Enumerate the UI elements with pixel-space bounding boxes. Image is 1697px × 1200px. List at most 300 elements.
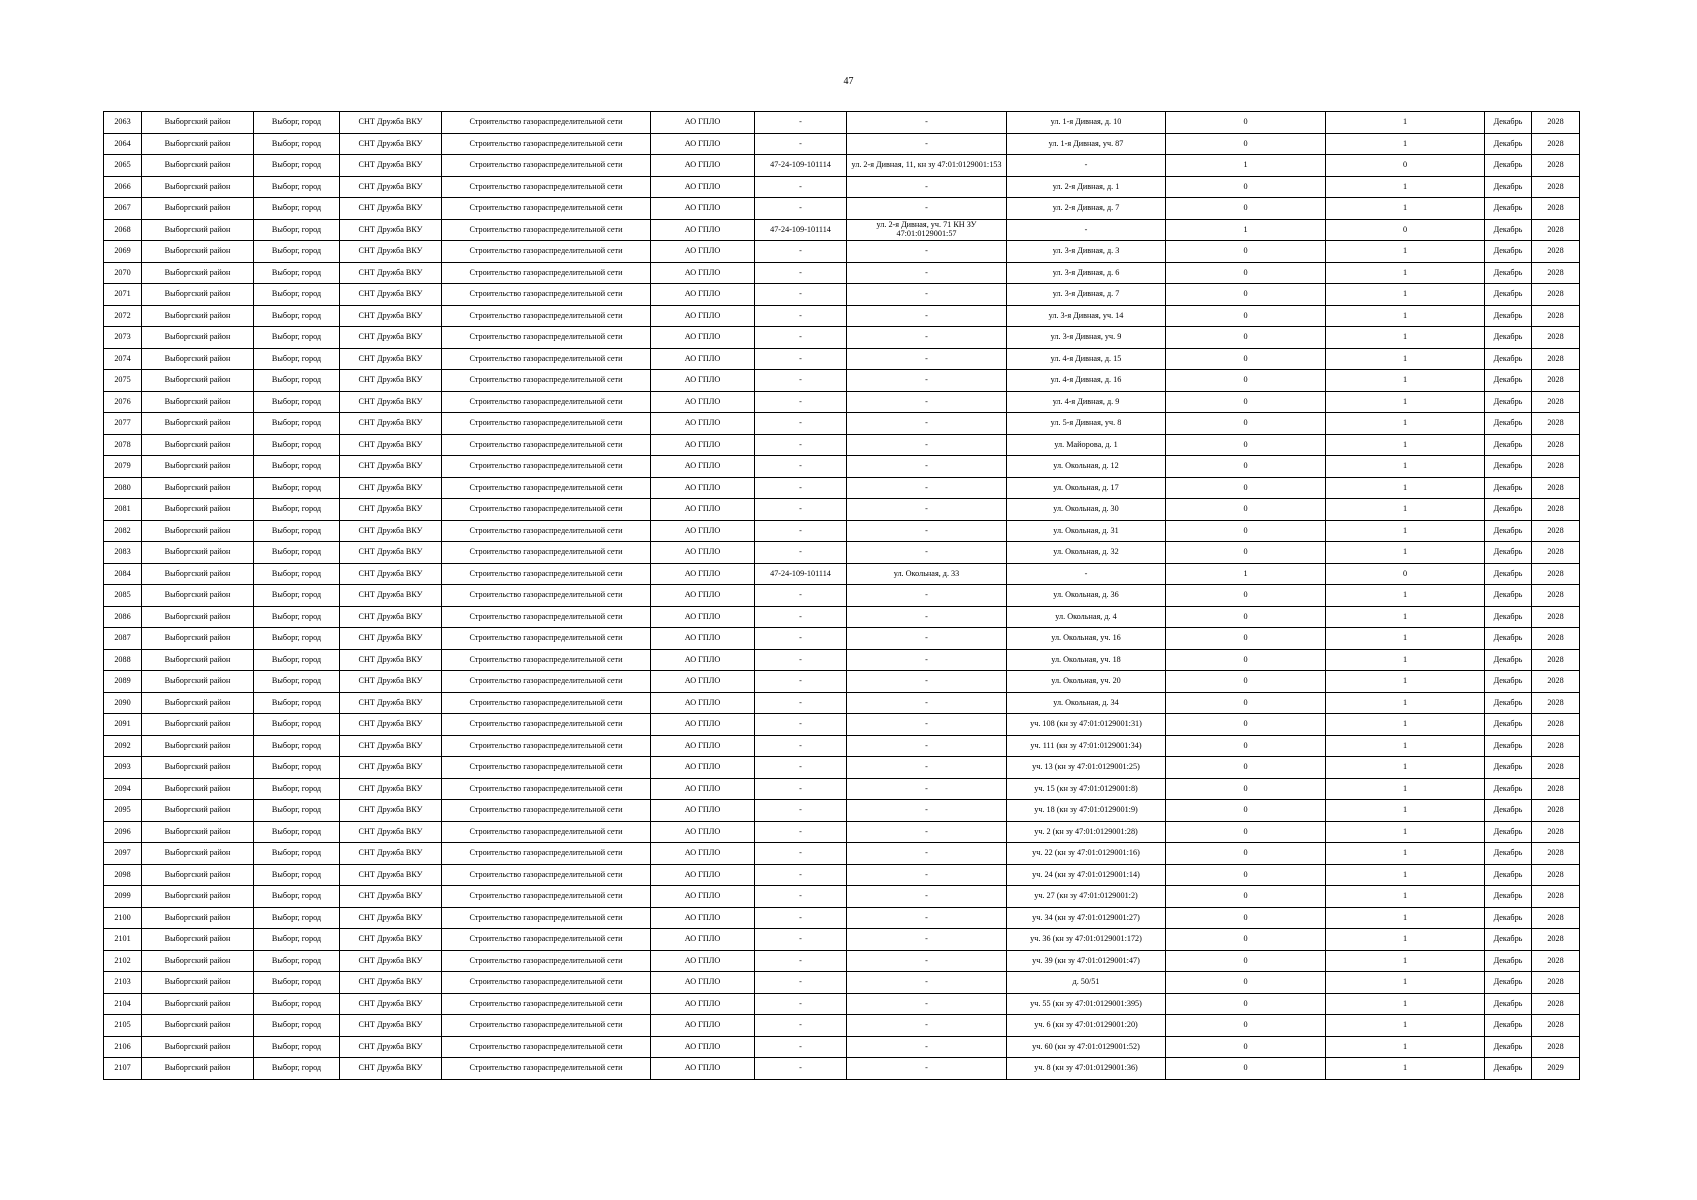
count-b-cell: 1 <box>1326 714 1485 736</box>
organization-cell: АО ГПЛО <box>651 1036 755 1058</box>
row-number-cell: 2098 <box>104 864 142 886</box>
territory-cell: СНТ Дружба ВКУ <box>340 520 442 542</box>
work-type-cell: Строительство газораспределительной сети <box>442 262 651 284</box>
row-number-cell: 2093 <box>104 757 142 779</box>
organization-cell: АО ГПЛО <box>651 176 755 198</box>
territory-cell: СНТ Дружба ВКУ <box>340 907 442 929</box>
row-number-cell: 2100 <box>104 907 142 929</box>
row-number-cell: 2099 <box>104 886 142 908</box>
count-a-cell: 0 <box>1166 1058 1326 1080</box>
settlement-cell: Выборг, город <box>254 434 340 456</box>
table-row <box>104 262 1580 284</box>
address-cell: уч. 39 (кн зу 47:01:0129001:47) <box>1007 950 1166 972</box>
district-cell: Выборгский район <box>142 241 254 263</box>
district-cell: Выборгский район <box>142 327 254 349</box>
row-number-cell: 2087 <box>104 628 142 650</box>
district-cell: Выборгский район <box>142 800 254 822</box>
table-row <box>104 800 1580 822</box>
count-b-cell: 1 <box>1326 542 1485 564</box>
organization-cell: АО ГПЛО <box>651 219 755 241</box>
address-cell: ул. 1-я Дивная, д. 10 <box>1007 112 1166 134</box>
settlement-cell: Выборг, город <box>254 219 340 241</box>
organization-cell: АО ГПЛО <box>651 907 755 929</box>
work-type-cell: Строительство газораспределительной сети <box>442 176 651 198</box>
program-id-cell: - <box>755 671 847 693</box>
territory-cell: СНТ Дружба ВКУ <box>340 241 442 263</box>
row-number-cell: 2074 <box>104 348 142 370</box>
count-b-cell: 1 <box>1326 176 1485 198</box>
page-number: 47 <box>843 76 854 87</box>
count-b-cell: 1 <box>1326 864 1485 886</box>
count-b-cell: 1 <box>1326 628 1485 650</box>
count-a-cell: 0 <box>1166 1015 1326 1037</box>
organization-cell: АО ГПЛО <box>651 262 755 284</box>
program-id-cell: - <box>755 778 847 800</box>
row-number-cell: 2107 <box>104 1058 142 1080</box>
program-id-cell: - <box>755 864 847 886</box>
program-id-cell: - <box>755 477 847 499</box>
work-type-cell: Строительство газораспределительной сети <box>442 456 651 478</box>
address-cadastral-cell: - <box>847 198 1007 220</box>
settlement-cell: Выборг, город <box>254 714 340 736</box>
program-id-cell: - <box>755 585 847 607</box>
territory-cell: СНТ Дружба ВКУ <box>340 735 442 757</box>
work-type-cell: Строительство газораспределительной сети <box>442 112 651 134</box>
organization-cell: АО ГПЛО <box>651 950 755 972</box>
year-cell: 2028 <box>1532 262 1580 284</box>
count-b-cell: 1 <box>1326 671 1485 693</box>
year-cell: 2028 <box>1532 413 1580 435</box>
count-a-cell: 0 <box>1166 907 1326 929</box>
program-id-cell: - <box>755 606 847 628</box>
settlement-cell: Выборг, город <box>254 972 340 994</box>
address-cadastral-cell: - <box>847 649 1007 671</box>
count-b-cell: 1 <box>1326 907 1485 929</box>
year-cell: 2028 <box>1532 692 1580 714</box>
address-cell: ул. Окольная, уч. 18 <box>1007 649 1166 671</box>
address-cadastral-cell: - <box>847 176 1007 198</box>
address-cell: уч. 36 (кн зу 47:01:0129001:172) <box>1007 929 1166 951</box>
territory-cell: СНТ Дружба ВКУ <box>340 1015 442 1037</box>
row-number-cell: 2101 <box>104 929 142 951</box>
settlement-cell: Выборг, город <box>254 413 340 435</box>
work-type-cell: Строительство газораспределительной сети <box>442 864 651 886</box>
count-a-cell: 1 <box>1166 563 1326 585</box>
address-cell: ул. Окольная, уч. 20 <box>1007 671 1166 693</box>
settlement-cell: Выборг, город <box>254 800 340 822</box>
count-b-cell: 1 <box>1326 886 1485 908</box>
work-type-cell: Строительство газораспределительной сети <box>442 284 651 306</box>
program-id-cell: - <box>755 434 847 456</box>
territory-cell: СНТ Дружба ВКУ <box>340 864 442 886</box>
district-cell: Выборгский район <box>142 348 254 370</box>
program-id-cell: - <box>755 391 847 413</box>
organization-cell: АО ГПЛО <box>651 972 755 994</box>
program-id-cell: - <box>755 1036 847 1058</box>
program-id-cell: - <box>755 993 847 1015</box>
district-cell: Выборгский район <box>142 628 254 650</box>
territory-cell: СНТ Дружба ВКУ <box>340 950 442 972</box>
work-type-cell: Строительство газораспределительной сети <box>442 305 651 327</box>
organization-cell: АО ГПЛО <box>651 112 755 134</box>
month-cell: Декабрь <box>1485 219 1532 241</box>
program-id-cell: - <box>755 1058 847 1080</box>
count-b-cell: 0 <box>1326 563 1485 585</box>
table-row <box>104 434 1580 456</box>
address-cell: уч. 18 (кн зу 47:01:0129001:9) <box>1007 800 1166 822</box>
count-b-cell: 1 <box>1326 112 1485 134</box>
settlement-cell: Выборг, город <box>254 671 340 693</box>
address-cell: ул. Окольная, д. 4 <box>1007 606 1166 628</box>
year-cell: 2028 <box>1532 112 1580 134</box>
table-row <box>104 864 1580 886</box>
year-cell: 2028 <box>1532 886 1580 908</box>
table-row <box>104 1036 1580 1058</box>
table-row <box>104 520 1580 542</box>
count-b-cell: 1 <box>1326 413 1485 435</box>
district-cell: Выборгский район <box>142 585 254 607</box>
row-number-cell: 2091 <box>104 714 142 736</box>
table-row <box>104 649 1580 671</box>
address-cadastral-cell: - <box>847 434 1007 456</box>
work-type-cell: Строительство газораспределительной сети <box>442 778 651 800</box>
address-cadastral-cell: - <box>847 886 1007 908</box>
organization-cell: АО ГПЛО <box>651 327 755 349</box>
count-b-cell: 1 <box>1326 370 1485 392</box>
count-b-cell: 1 <box>1326 305 1485 327</box>
settlement-cell: Выборг, город <box>254 649 340 671</box>
address-cell: ул. 3-я Дивная, уч. 14 <box>1007 305 1166 327</box>
count-a-cell: 0 <box>1166 1036 1326 1058</box>
count-a-cell: 0 <box>1166 972 1326 994</box>
count-b-cell: 1 <box>1326 456 1485 478</box>
count-a-cell: 0 <box>1166 176 1326 198</box>
table-row <box>104 370 1580 392</box>
address-cadastral-cell: - <box>847 542 1007 564</box>
work-type-cell: Строительство газораспределительной сети <box>442 649 651 671</box>
table-row <box>104 886 1580 908</box>
year-cell: 2028 <box>1532 434 1580 456</box>
work-type-cell: Строительство газораспределительной сети <box>442 370 651 392</box>
settlement-cell: Выборг, город <box>254 585 340 607</box>
settlement-cell: Выборг, город <box>254 929 340 951</box>
address-cadastral-cell: - <box>847 671 1007 693</box>
table-row <box>104 1058 1580 1080</box>
organization-cell: АО ГПЛО <box>651 348 755 370</box>
address-cadastral-cell: - <box>847 864 1007 886</box>
month-cell: Декабрь <box>1485 649 1532 671</box>
count-b-cell: 0 <box>1326 219 1485 241</box>
address-cell: ул. Окольная, д. 32 <box>1007 542 1166 564</box>
count-b-cell: 1 <box>1326 327 1485 349</box>
count-a-cell: 0 <box>1166 520 1326 542</box>
year-cell: 2028 <box>1532 520 1580 542</box>
territory-cell: СНТ Дружба ВКУ <box>340 370 442 392</box>
row-number-cell: 2078 <box>104 434 142 456</box>
program-id-cell: - <box>755 520 847 542</box>
settlement-cell: Выборг, город <box>254 735 340 757</box>
count-a-cell: 0 <box>1166 112 1326 134</box>
year-cell: 2028 <box>1532 499 1580 521</box>
count-a-cell: 0 <box>1166 800 1326 822</box>
settlement-cell: Выборг, город <box>254 628 340 650</box>
settlement-cell: Выборг, город <box>254 133 340 155</box>
count-a-cell: 0 <box>1166 714 1326 736</box>
address-cell: ул. 3-я Дивная, уч. 9 <box>1007 327 1166 349</box>
organization-cell: АО ГПЛО <box>651 499 755 521</box>
count-b-cell: 1 <box>1326 198 1485 220</box>
address-cadastral-cell: - <box>847 1036 1007 1058</box>
program-id-cell: - <box>755 692 847 714</box>
work-type-cell: Строительство газораспределительной сети <box>442 950 651 972</box>
count-a-cell: 0 <box>1166 198 1326 220</box>
settlement-cell: Выборг, город <box>254 370 340 392</box>
program-id-cell: - <box>755 133 847 155</box>
organization-cell: АО ГПЛО <box>651 434 755 456</box>
row-number-cell: 2089 <box>104 671 142 693</box>
month-cell: Декабрь <box>1485 456 1532 478</box>
address-cell: уч. 13 (кн зу 47:01:0129001:25) <box>1007 757 1166 779</box>
year-cell: 2028 <box>1532 864 1580 886</box>
table-row <box>104 112 1580 134</box>
count-a-cell: 0 <box>1166 950 1326 972</box>
territory-cell: СНТ Дружба ВКУ <box>340 1058 442 1080</box>
settlement-cell: Выборг, город <box>254 692 340 714</box>
month-cell: Декабрь <box>1485 563 1532 585</box>
territory-cell: СНТ Дружба ВКУ <box>340 499 442 521</box>
count-a-cell: 0 <box>1166 241 1326 263</box>
settlement-cell: Выборг, город <box>254 348 340 370</box>
territory-cell: СНТ Дружба ВКУ <box>340 305 442 327</box>
territory-cell: СНТ Дружба ВКУ <box>340 176 442 198</box>
year-cell: 2028 <box>1532 563 1580 585</box>
year-cell: 2028 <box>1532 327 1580 349</box>
territory-cell: СНТ Дружба ВКУ <box>340 929 442 951</box>
program-id-cell: - <box>755 649 847 671</box>
month-cell: Декабрь <box>1485 391 1532 413</box>
count-b-cell: 1 <box>1326 692 1485 714</box>
table-row <box>104 757 1580 779</box>
work-type-cell: Строительство газораспределительной сети <box>442 843 651 865</box>
district-cell: Выборгский район <box>142 434 254 456</box>
row-number-cell: 2075 <box>104 370 142 392</box>
row-number-cell: 2094 <box>104 778 142 800</box>
address-cadastral-cell: - <box>847 348 1007 370</box>
territory-cell: СНТ Дружба ВКУ <box>340 198 442 220</box>
organization-cell: АО ГПЛО <box>651 735 755 757</box>
organization-cell: АО ГПЛО <box>651 778 755 800</box>
count-b-cell: 1 <box>1326 241 1485 263</box>
month-cell: Декабрь <box>1485 864 1532 886</box>
work-type-cell: Строительство газораспределительной сети <box>442 972 651 994</box>
organization-cell: АО ГПЛО <box>651 692 755 714</box>
work-type-cell: Строительство газораспределительной сети <box>442 219 651 241</box>
year-cell: 2028 <box>1532 542 1580 564</box>
program-id-cell: - <box>755 800 847 822</box>
organization-cell: АО ГПЛО <box>651 198 755 220</box>
address-cell: уч. 60 (кн зу 47:01:0129001:52) <box>1007 1036 1166 1058</box>
territory-cell: СНТ Дружба ВКУ <box>340 585 442 607</box>
work-type-cell: Строительство газораспределительной сети <box>442 821 651 843</box>
work-type-cell: Строительство газораспределительной сети <box>442 348 651 370</box>
organization-cell: АО ГПЛО <box>651 1015 755 1037</box>
work-type-cell: Строительство газораспределительной сети <box>442 391 651 413</box>
territory-cell: СНТ Дружба ВКУ <box>340 284 442 306</box>
organization-cell: АО ГПЛО <box>651 843 755 865</box>
table-row <box>104 348 1580 370</box>
work-type-cell: Строительство газораспределительной сети <box>442 714 651 736</box>
address-cell: ул. Окольная, д. 30 <box>1007 499 1166 521</box>
row-number-cell: 2066 <box>104 176 142 198</box>
district-cell: Выборгский район <box>142 219 254 241</box>
row-number-cell: 2070 <box>104 262 142 284</box>
settlement-cell: Выборг, город <box>254 499 340 521</box>
row-number-cell: 2088 <box>104 649 142 671</box>
settlement-cell: Выборг, город <box>254 907 340 929</box>
table-row <box>104 456 1580 478</box>
work-type-cell: Строительство газораспределительной сети <box>442 198 651 220</box>
year-cell: 2028 <box>1532 972 1580 994</box>
month-cell: Декабрь <box>1485 671 1532 693</box>
year-cell: 2028 <box>1532 391 1580 413</box>
address-cadastral-cell: - <box>847 950 1007 972</box>
count-a-cell: 0 <box>1166 391 1326 413</box>
year-cell: 2028 <box>1532 671 1580 693</box>
address-cadastral-cell: - <box>847 606 1007 628</box>
settlement-cell: Выборг, город <box>254 262 340 284</box>
address-cell: уч. 22 (кн зу 47:01:0129001:16) <box>1007 843 1166 865</box>
count-a-cell: 0 <box>1166 886 1326 908</box>
address-cell: ул. Окольная, уч. 16 <box>1007 628 1166 650</box>
month-cell: Декабрь <box>1485 112 1532 134</box>
district-cell: Выборгский район <box>142 929 254 951</box>
territory-cell: СНТ Дружба ВКУ <box>340 1036 442 1058</box>
count-b-cell: 1 <box>1326 821 1485 843</box>
table-body <box>104 112 1580 1080</box>
month-cell: Декабрь <box>1485 305 1532 327</box>
program-id-cell: - <box>755 929 847 951</box>
year-cell: 2028 <box>1532 1015 1580 1037</box>
table-row <box>104 972 1580 994</box>
district-cell: Выборгский район <box>142 176 254 198</box>
address-cell: - <box>1007 155 1166 177</box>
month-cell: Декабрь <box>1485 1058 1532 1080</box>
district-cell: Выборгский район <box>142 606 254 628</box>
territory-cell: СНТ Дружба ВКУ <box>340 628 442 650</box>
row-number-cell: 2097 <box>104 843 142 865</box>
program-id-cell: - <box>755 348 847 370</box>
month-cell: Декабрь <box>1485 843 1532 865</box>
address-cadastral-cell: ул. Окольная, д. 33 <box>847 563 1007 585</box>
year-cell: 2028 <box>1532 778 1580 800</box>
table-row <box>104 950 1580 972</box>
work-type-cell: Строительство газораспределительной сети <box>442 520 651 542</box>
month-cell: Декабрь <box>1485 907 1532 929</box>
table-row <box>104 219 1580 241</box>
count-b-cell: 1 <box>1326 1036 1485 1058</box>
territory-cell: СНТ Дружба ВКУ <box>340 649 442 671</box>
address-cadastral-cell: - <box>847 757 1007 779</box>
table-row <box>104 563 1580 585</box>
count-b-cell: 1 <box>1326 993 1485 1015</box>
count-b-cell: 1 <box>1326 348 1485 370</box>
address-cadastral-cell: - <box>847 1058 1007 1080</box>
table-row <box>104 241 1580 263</box>
table-row <box>104 692 1580 714</box>
row-number-cell: 2072 <box>104 305 142 327</box>
territory-cell: СНТ Дружба ВКУ <box>340 413 442 435</box>
program-id-cell: - <box>755 198 847 220</box>
row-number-cell: 2067 <box>104 198 142 220</box>
settlement-cell: Выборг, город <box>254 1036 340 1058</box>
address-cadastral-cell: - <box>847 972 1007 994</box>
address-cell: уч. 111 (кн зу 47:01:0129001:34) <box>1007 735 1166 757</box>
territory-cell: СНТ Дружба ВКУ <box>340 886 442 908</box>
work-type-cell: Строительство газораспределительной сети <box>442 1015 651 1037</box>
row-number-cell: 2092 <box>104 735 142 757</box>
address-cadastral-cell: - <box>847 112 1007 134</box>
program-id-cell: - <box>755 284 847 306</box>
count-b-cell: 1 <box>1326 929 1485 951</box>
count-a-cell: 0 <box>1166 370 1326 392</box>
address-cadastral-cell: - <box>847 585 1007 607</box>
program-id-cell: - <box>755 456 847 478</box>
organization-cell: АО ГПЛО <box>651 563 755 585</box>
territory-cell: СНТ Дружба ВКУ <box>340 757 442 779</box>
table-row <box>104 133 1580 155</box>
organization-cell: АО ГПЛО <box>651 993 755 1015</box>
district-cell: Выборгский район <box>142 993 254 1015</box>
address-cell: ул. 3-я Дивная, д. 7 <box>1007 284 1166 306</box>
program-id-cell: - <box>755 542 847 564</box>
district-cell: Выборгский район <box>142 520 254 542</box>
settlement-cell: Выборг, город <box>254 606 340 628</box>
count-a-cell: 0 <box>1166 542 1326 564</box>
address-cadastral-cell: - <box>847 477 1007 499</box>
table-row <box>104 671 1580 693</box>
count-b-cell: 1 <box>1326 477 1485 499</box>
organization-cell: АО ГПЛО <box>651 714 755 736</box>
month-cell: Декабрь <box>1485 735 1532 757</box>
address-cadastral-cell: - <box>847 778 1007 800</box>
count-a-cell: 0 <box>1166 606 1326 628</box>
row-number-cell: 2104 <box>104 993 142 1015</box>
count-a-cell: 0 <box>1166 456 1326 478</box>
organization-cell: АО ГПЛО <box>651 606 755 628</box>
organization-cell: АО ГПЛО <box>651 413 755 435</box>
year-cell: 2028 <box>1532 993 1580 1015</box>
address-cadastral-cell: - <box>847 993 1007 1015</box>
settlement-cell: Выборг, город <box>254 241 340 263</box>
district-cell: Выборгский район <box>142 778 254 800</box>
row-number-cell: 2077 <box>104 413 142 435</box>
count-b-cell: 1 <box>1326 520 1485 542</box>
settlement-cell: Выборг, город <box>254 391 340 413</box>
organization-cell: АО ГПЛО <box>651 1058 755 1080</box>
program-id-cell: - <box>755 1015 847 1037</box>
work-type-cell: Строительство газораспределительной сети <box>442 929 651 951</box>
work-type-cell: Строительство газораспределительной сети <box>442 133 651 155</box>
month-cell: Декабрь <box>1485 133 1532 155</box>
organization-cell: АО ГПЛО <box>651 800 755 822</box>
year-cell: 2028 <box>1532 585 1580 607</box>
row-number-cell: 2086 <box>104 606 142 628</box>
district-cell: Выборгский район <box>142 1015 254 1037</box>
work-type-cell: Строительство газораспределительной сети <box>442 155 651 177</box>
program-id-cell: - <box>755 499 847 521</box>
row-number-cell: 2073 <box>104 327 142 349</box>
table-row <box>104 176 1580 198</box>
